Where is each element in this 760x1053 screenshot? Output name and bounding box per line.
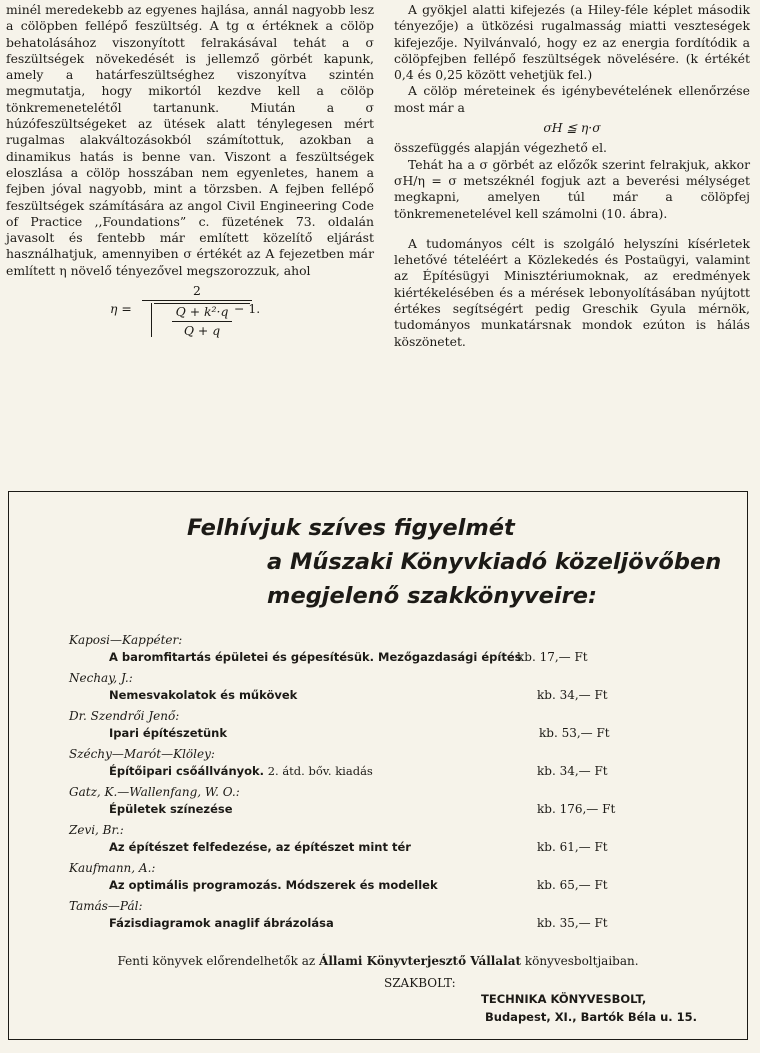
right-paragraph-1: A gyökjel alatti kifejezés (a Hiley-féle képlet második tényezője) a ütközési rugalmasság miatti veszteségek kifejezője. Nyilvánvaló, hogy ez az energia fordítódik a cölöpfejben fellépő feszültségek növelésére. (k értékét 0,4 és 0,25 között vehetjük fel.) bbox=[394, 2, 750, 83]
eta-lhs: η = bbox=[110, 301, 132, 317]
book-author: Kaufmann, A.: bbox=[69, 861, 156, 875]
store-name: TECHNIKA KÖNYVESBOLT, bbox=[481, 992, 647, 1006]
book-author: Széchy—Marót—Klöley: bbox=[69, 747, 215, 761]
ad-heading-line-1: Felhívjuk szíves figyelmét bbox=[187, 515, 515, 541]
store-label: SZAKBOLT: bbox=[384, 976, 456, 990]
book-author: Kaposi—Kappéter: bbox=[69, 633, 183, 647]
book-entry bbox=[69, 860, 709, 892]
book-title: Az építészet felfedezése, az építészet mint tér bbox=[109, 840, 411, 854]
book-entry bbox=[69, 822, 709, 854]
book-entry bbox=[69, 670, 709, 702]
book-entry bbox=[69, 784, 709, 816]
ad-heading-line-3: megjelenő szakkönyveire: bbox=[267, 583, 597, 609]
book-entry bbox=[69, 898, 709, 930]
right-column bbox=[394, 2, 750, 350]
book-title: A baromfitartás épületei és gépesítésük. Mezőgazdasági építés bbox=[109, 650, 522, 664]
book-edition: 2. átd. bőv. kiadás bbox=[264, 764, 373, 778]
book-title: Ipari építészetünk bbox=[109, 726, 228, 740]
book-price: kb. 61,— Ft bbox=[537, 840, 608, 854]
book-price: kb. 35,— Ft bbox=[537, 916, 608, 930]
book-advertisement bbox=[8, 491, 748, 1040]
radical-sign bbox=[144, 303, 152, 337]
book-price: kb. 65,— Ft bbox=[537, 878, 608, 892]
book-price: kb. 17,— Ft bbox=[517, 650, 588, 664]
book-price: kb. 34,— Ft bbox=[537, 688, 608, 702]
eta-numerator: 2 bbox=[193, 283, 201, 299]
book-entry bbox=[69, 746, 709, 778]
book-title: Épületek színezése bbox=[109, 802, 233, 816]
preorder-note: Fenti könyvek előrendelhetők az Állami Könyvterjesztő Vállalat könyvesboltjaiban. bbox=[117, 954, 639, 968]
radicand-denominator: Q + q bbox=[183, 323, 221, 339]
book-author: Zevi, Br.: bbox=[69, 823, 124, 837]
book-title: Fázisdiagramok anaglif ábrázolása bbox=[109, 916, 334, 930]
book-author: Gatz, K.—Wallenfang, W. O.: bbox=[69, 785, 240, 799]
radicand-numerator: Q + k²·q bbox=[175, 304, 229, 320]
right-paragraph-3: összefüggés alapján végezhető el. bbox=[394, 140, 607, 156]
book-title: Nemesvakolatok és műkövek bbox=[109, 688, 298, 702]
book-title: Építőipari csőállványok. 2. átd. bőv. kiadás bbox=[109, 764, 373, 778]
book-author: Dr. Szendrői Jenő: bbox=[69, 709, 180, 723]
eta-fraction bbox=[142, 283, 252, 303]
eta-formula bbox=[6, 283, 374, 341]
book-title: Az optimális programozás. Módszerek és modellek bbox=[109, 878, 438, 892]
sigma-formula: σH ≦ η·σ bbox=[543, 120, 601, 136]
book-entry bbox=[69, 708, 709, 740]
book-price: kb. 53,— Ft bbox=[539, 726, 610, 740]
right-paragraph-2: A cölöp méreteinek és igénybevételének ellenőrzése most már a bbox=[394, 83, 750, 115]
book-price: kb. 176,— Ft bbox=[537, 802, 616, 816]
book-author: Nechay, J.: bbox=[69, 671, 133, 685]
store-address: Budapest, XI., Bartók Béla u. 15. bbox=[485, 1010, 698, 1024]
distributor-name: Állami Könyvterjesztő Vállalat bbox=[319, 954, 522, 968]
eta-tail: − 1. bbox=[234, 301, 261, 317]
book-author: Tamás—Pál: bbox=[69, 899, 143, 913]
left-paragraph: minél meredekebb az egyenes hajlása, annál nagyobb lesz a cölöpben fellépő feszültség. A tg α értéknek a cölöp behatolásához viszonyított felrakásával tehát a σ feszültségek növekedését is jellemző görbét kapunk, amely a határfeszültséghez viszonyítva szintén megmutatja, hogy mikortól kezdve kell a cölöp tönkremenetelétől tartanunk. Miután a σ húzófeszültségeket az ütések alatt ténylegesen mért rugalmas alakváltozásokból számítottuk, azokban a dinamikus hatás is benne van. Viszont a feszültségek eloszlása a cölöp hosszában nem egyenletes, hanem a fejben jóval nagyobb, mint a törzsben. A fejben fellépő feszültségek számítására az angol Civil Engineering Code of Practice ,,Foundations” c. füzetének 73. oldalán javasolt és fentebb már említett közelítő eljárást használhatjuk, amennyiben σ értékét az A fejezetben már említett η növelő tényezővel megszorozzuk, ahol bbox=[6, 2, 374, 278]
book-entry bbox=[69, 632, 709, 664]
left-column bbox=[6, 2, 374, 341]
right-paragraph-5: A tudományos célt is szolgáló helyszíni kísérletek lehetővé tételéért a Közlekedés és Postaügyi, valamint az Építésügyi Minisztériumoknak, az eredmények kiértékelésében és a mérések lebonyolításában nyújtott értékes segítségért pedig Greschik Gyula mérnök, tudományos munkatársnak mondok ezúton is hálás köszönetet. bbox=[394, 235, 750, 349]
right-paragraph-4: Tehát ha a σ görbét az előzők szerint felrakjuk, akkor σH/η = σ metszéknél fogjuk azt a beverési mélységet megkapni, amelyen túl már a cölöpfej tönkremenetelével kell számolni (10. ábra). bbox=[394, 156, 750, 221]
ad-heading-line-2: a Műszaki Könyvkiadó közeljövőben bbox=[267, 549, 722, 575]
book-price: kb. 34,— Ft bbox=[537, 764, 608, 778]
